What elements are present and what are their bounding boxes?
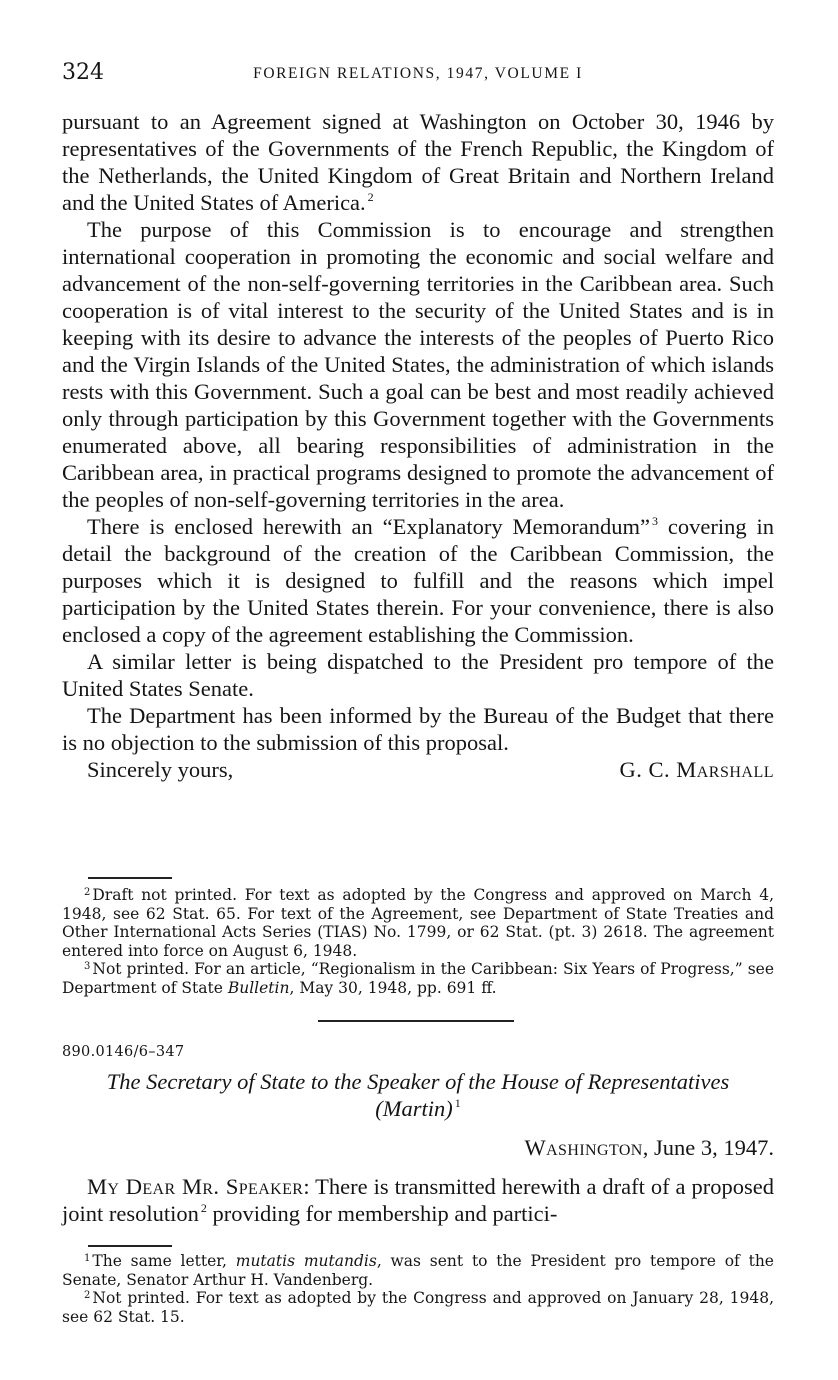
salutation: My Dear Mr. Speaker [87,1174,304,1199]
signature: G. C. Marshall [619,757,774,782]
document-title: The Secretary of State to the Speaker of the House of Representatives (Martin) $^1$ [106,1069,730,1121]
footnote-2: $^2$ Not printed. For text as adopted by the Congress and approved on January 28, 1948, see 62 Stat. 15. [62,1289,774,1326]
file-number: 890.0146/6–347 [62,1044,185,1060]
section-divider [318,1020,514,1022]
dateline: Washington, June 3, 1947. [524,1135,774,1160]
footnote-ref: 2 [200,1201,207,1215]
footnote-3: $^3$ Not printed. For an article, “Regionalism in the Caribbean: Six Years of Progress,” see Department of State Bulletin, May 30, 1948, pp. 691 ff. [62,960,774,997]
page-number: 324 [62,60,104,85]
paragraph-budget: The Department has been informed by the Bureau of the Budget that there is no objection to the submission of this proposal. [62,703,774,755]
closing-row [62,756,774,784]
footnote-1: $^1$ The same letter, mutatis mutandis, was sent to the President pro tempore of the Senate, Senator Arthur H. Vandenberg. [62,1252,774,1289]
paragraph-agreement: pursuant to an Agreement signed at Washington on October 30, 1946 by representatives of the Governments of the French Republic, the Kingdom of the Netherlands, the United Kingdom of Great Britain and Northern Ireland and the United States of America. $^2$ [62,109,774,215]
running-title: FOREIGN RELATIONS, 1947, VOLUME I [253,65,583,82]
page-header [62,60,774,90]
footnotes-letter [62,886,774,997]
footnote-ref: 1 [454,1096,461,1110]
footnote-ref: 3 [651,514,658,528]
letter-body [62,108,774,784]
footnote-ref: 2 [367,190,374,204]
paragraph-purpose: The purpose of this Commission is to encourage and strengthen international cooperation in promoting the economic and social welfare and advancement of the non-self-governing territories in the Caribbean area. Such cooperation is of vital interest to the security of the United States and is in keeping with its desire to advance the interests of the peoples of Puerto Rico and the Virgin Islands of the United States, the administration of which islands rests with this Government. Such a goal can be best and most readily achieved only through participation by this Government together with the Governments enumerated above, all bearing responsibilities of administration in the Caribbean area, in practical programs designed to promote the advancement of the peoples of non-self-governing territories in the area. [62,217,774,512]
footnote-rule [88,877,172,879]
footnote-rule [88,1245,172,1247]
footnotes-speaker [62,1252,774,1326]
paragraph-similar-letter: A similar letter is being dispatched to the President pro tempore of the United States Senate. [62,649,774,701]
closing: Sincerely yours, [87,757,234,782]
speaker-letter-opening: My Dear Mr. Speaker: There is transmitted herewith a draft of a proposed joint resolution $^2$ providing for membership and partici- [62,1174,774,1226]
paragraph-memorandum: There is enclosed herewith an “Explanatory Memorandum” $^3$ covering in detail the background of the creation of the Caribbean Commission, the purposes which it is designed to fulfill and the reasons which impel participation by the United States therein. For your convenience, there is also enclosed a copy of the agreement establishing the Commission. [62,514,774,647]
footnote-2: $^2$ Draft not printed. For text as adopted by the Congress and approved on March 4, 1948, see 62 Stat. 65. For text of the Agreement, see Department of State Treaties and Other International Acts Series (TIAS) No. 1799, or 62 Stat. (pt. 3) 2618. The agreement entered into force on August 6, 1948. [62,886,774,960]
